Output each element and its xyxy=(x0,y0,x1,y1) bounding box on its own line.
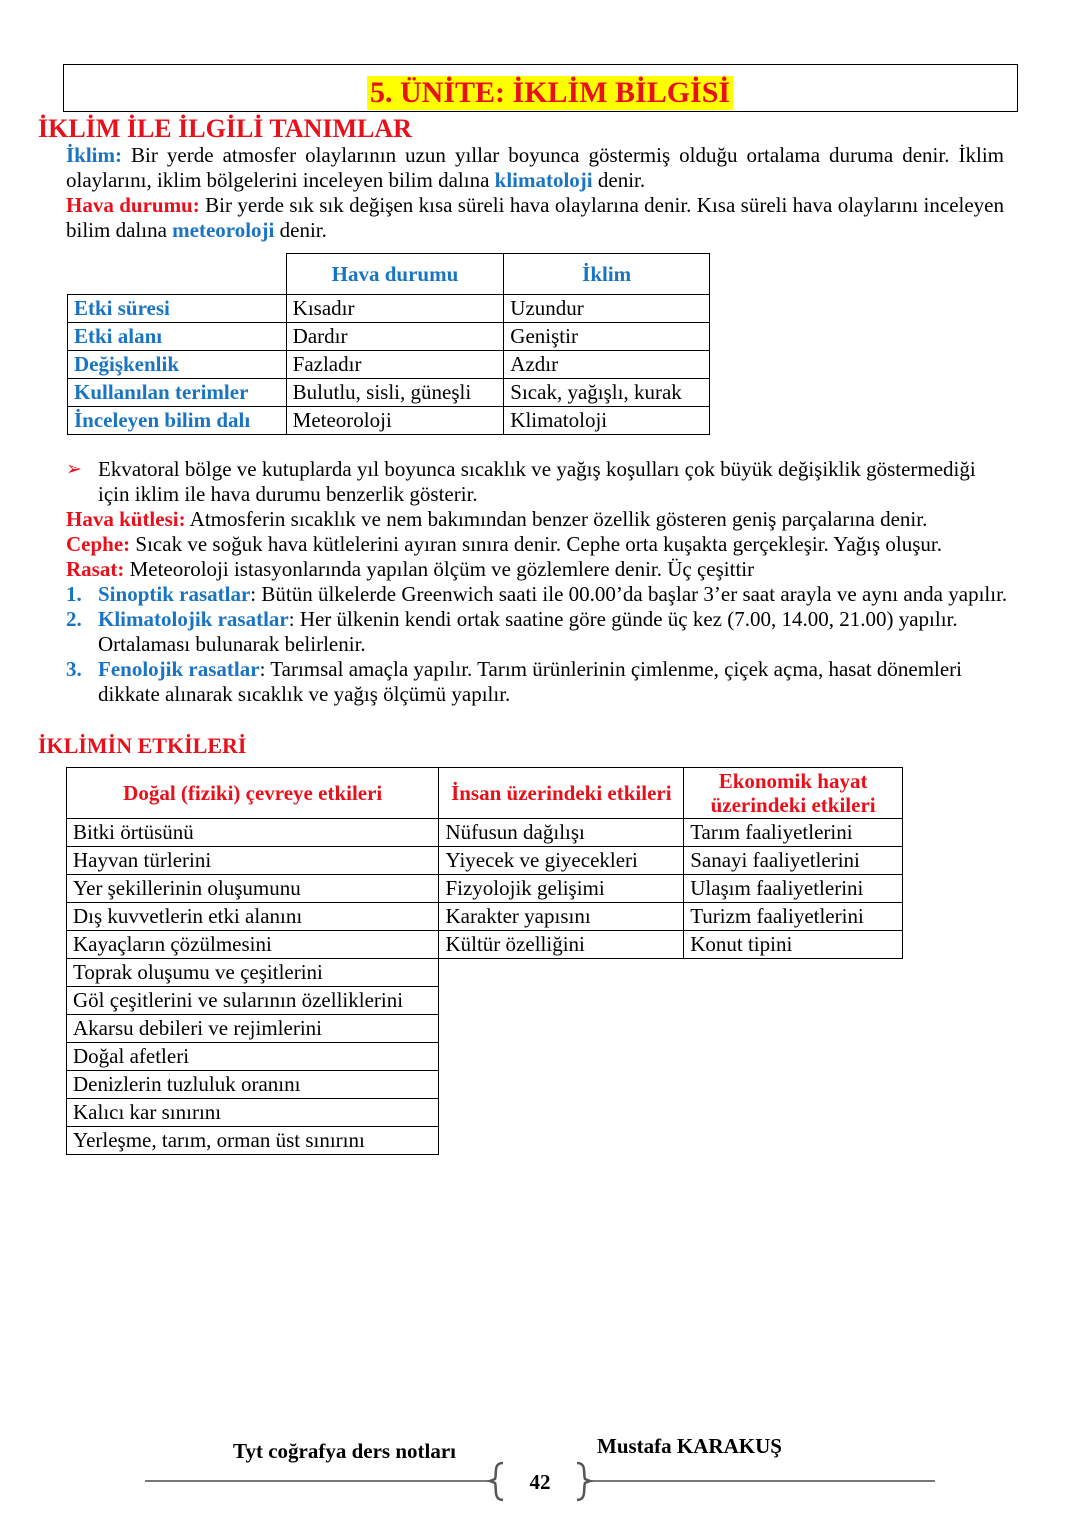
table-cell: Dardır xyxy=(286,323,504,351)
table-cell: Toprak oluşumu ve çeşitlerini xyxy=(67,959,439,987)
table-cell: Turizm faaliyetlerini xyxy=(684,903,903,931)
list-number: 2. xyxy=(66,607,82,631)
table-cell: Dış kuvvetlerin etki alanını xyxy=(67,903,439,931)
row-label: İnceleyen bilim dalı xyxy=(68,407,287,435)
section-heading-definitions: İKLİM İLE İLGİLİ TANIMLAR xyxy=(38,114,412,143)
table-cell: Nüfusun dağılışı xyxy=(439,819,684,847)
row-label: Kullanılan terimler xyxy=(68,379,287,407)
table-row xyxy=(68,379,710,407)
table-row xyxy=(67,819,903,847)
definitions-block-2 xyxy=(66,507,1011,582)
table-cell: Kültür özelliğini xyxy=(439,931,684,959)
list-term: Klimatolojik rasatlar xyxy=(98,607,289,631)
footer-course-title: Tyt coğrafya ders notları xyxy=(233,1439,456,1463)
iklim-text-1: Bir yerde atmosfer olaylarının uzun yıllar boyunca göstermiş olduğu ortalama duruma denir. İklim olaylarını, iklim bölgelerini inceleyen bilim dalına xyxy=(66,143,1004,192)
table-cell: Fazladır xyxy=(286,351,504,379)
iklim-term: İklim: xyxy=(66,143,123,167)
table-cell: Kısadır xyxy=(286,295,504,323)
cephe-term: Cephe: xyxy=(66,532,131,556)
table-row xyxy=(67,1043,903,1071)
table-cell: Uzundur xyxy=(504,295,710,323)
list-text: : Her ülkenin kendi ortak saatine göre günde üç kez (7.00, 14.00, 21.00) yapılır. Ortalaması bulunarak belirlenir. xyxy=(98,607,958,656)
table-cell: Yerleşme, tarım, orman üst sınırını xyxy=(67,1127,439,1155)
table-cell: Göl çeşitlerini ve sularının özelliklerini xyxy=(67,987,439,1015)
hava-kutlesi-term: Hava kütlesi: xyxy=(66,507,186,531)
table-cell: Klimatoloji xyxy=(504,407,710,435)
bullet-item xyxy=(66,457,1011,507)
table-row xyxy=(67,1099,903,1127)
table-row xyxy=(67,875,903,903)
table-header: İklim xyxy=(504,254,710,295)
table-cell: Geniştir xyxy=(504,323,710,351)
table-cell: Yer şekillerinin oluşumunu xyxy=(67,875,439,903)
table-header: İnsan üzerindeki etkileri xyxy=(439,768,684,819)
table-header: Doğal (fiziki) çevreye etkileri xyxy=(67,768,439,819)
list-item xyxy=(66,607,1011,657)
table-row xyxy=(68,351,710,379)
hava-text-1: Bir yerde sık sık değişen kısa süreli hava olaylarına denir. Kısa süreli hava olaylarını inceleyen bilim dalına xyxy=(66,193,1004,242)
list-number: 1. xyxy=(66,582,82,606)
table-cell: Akarsu debileri ve rejimlerini xyxy=(67,1015,439,1043)
table-cell: Fizyolojik gelişimi xyxy=(439,875,684,903)
table-row xyxy=(67,1015,903,1043)
hava-text-2: denir. xyxy=(274,218,327,242)
table-corner xyxy=(68,254,287,295)
table-cell: Kayaçların çözülmesini xyxy=(67,931,439,959)
table-cell: Tarım faaliyetlerini xyxy=(684,819,903,847)
table-cell: Meteoroloji xyxy=(286,407,504,435)
table-row xyxy=(67,959,903,987)
iklim-text-2: denir. xyxy=(592,168,646,192)
table-header: Hava durumu xyxy=(286,254,504,295)
row-label: Değişkenlik xyxy=(68,351,287,379)
row-label: Etki alanı xyxy=(68,323,287,351)
table-header: Ekonomik hayat üzerindeki etkileri xyxy=(684,768,903,819)
rasat-list xyxy=(66,582,1011,707)
table-cell: Konut tipini xyxy=(684,931,903,959)
footer-author: Mustafa KARAKUŞ xyxy=(597,1434,782,1458)
title-box xyxy=(63,64,1018,112)
table-row xyxy=(68,323,710,351)
table-row xyxy=(68,295,710,323)
list-term: Sinoptik rasatlar xyxy=(98,582,251,606)
table-cell: Kalıcı kar sınırını xyxy=(67,1099,439,1127)
iklim-definition xyxy=(66,143,1004,193)
comparison-table xyxy=(67,253,710,435)
table-row xyxy=(67,931,903,959)
section-heading-effects: İKLİMİN ETKİLERİ xyxy=(38,733,247,758)
table-row xyxy=(67,903,903,931)
list-number: 3. xyxy=(66,657,82,681)
table-row xyxy=(67,1127,903,1155)
list-term: Fenolojik rasatlar xyxy=(98,657,260,681)
cephe-text: Sıcak ve soğuk hava kütlelerini ayıran sınıra denir. Cephe orta kuşakta gerçekleşir. Yağış oluşur. xyxy=(130,532,942,556)
table-cell: Hayvan türlerini xyxy=(67,847,439,875)
klimatoloji-keyword: klimatoloji xyxy=(494,168,593,192)
table-cell: Sıcak, yağışlı, kurak xyxy=(504,379,710,407)
table-cell: Bulutlu, sisli, güneşli xyxy=(286,379,504,407)
bullet-text: Ekvatoral bölge ve kutuplarda yıl boyunca sıcaklık ve yağış koşulları çok büyük değişiklik göstermediği için iklim ile hava durumu benzerlik gösterir. xyxy=(98,457,976,506)
list-text: : Bütün ülkelerde Greenwich saati ile 00.00’da başlar 3’er saat arayla ve aynı anda yapılır. xyxy=(250,582,1008,606)
definitions-block xyxy=(66,143,1004,243)
effects-table xyxy=(66,767,903,1155)
rasat-definition xyxy=(66,557,1011,582)
hava-kutlesi-definition xyxy=(66,507,1011,532)
cephe-definition xyxy=(66,532,1011,557)
table-cell: Denizlerin tuzluluk oranını xyxy=(67,1071,439,1099)
rasat-term: Rasat: xyxy=(66,557,125,581)
table-cell: Azdır xyxy=(504,351,710,379)
table-row xyxy=(67,847,903,875)
table-row xyxy=(67,987,903,1015)
list-item xyxy=(66,582,1011,607)
hava-kutlesi-text: Atmosferin sıcaklık ve nem bakımından benzer özellik gösteren geniş parçalarına denir. xyxy=(185,507,928,531)
table-cell: Ulaşım faaliyetlerini xyxy=(684,875,903,903)
table-row xyxy=(67,1071,903,1099)
row-label: Etki süresi xyxy=(68,295,287,323)
table-cell: Bitki örtüsünü xyxy=(67,819,439,847)
page-title: 5. ÜNİTE: İKLİM BİLGİSİ xyxy=(367,76,733,110)
hava-durumu-term: Hava durumu: xyxy=(66,193,200,217)
list-item xyxy=(66,657,1011,707)
table-cell: Karakter yapısını xyxy=(439,903,684,931)
page-number: 42 xyxy=(529,1470,551,1494)
arrow-bullet-icon: ➢ xyxy=(66,458,82,480)
table-cell: Doğal afetleri xyxy=(67,1043,439,1071)
meteoroloji-keyword: meteoroloji xyxy=(172,218,275,242)
rasat-text: Meteoroloji istasyonlarında yapılan ölçüm ve gözlemlere denir. Üç çeşittir xyxy=(124,557,755,581)
table-row xyxy=(68,407,710,435)
table-cell: Yiyecek ve giyecekleri xyxy=(439,847,684,875)
list-text: : Tarımsal amaçla yapılır. Tarım ürünlerinin çimlenme, çiçek açma, hasat dönemleri dikkate alınarak sıcaklık ve yağış ölçümü yapılır. xyxy=(98,657,963,706)
hava-durumu-definition xyxy=(66,193,1004,243)
table-cell: Sanayi faaliyetlerini xyxy=(684,847,903,875)
